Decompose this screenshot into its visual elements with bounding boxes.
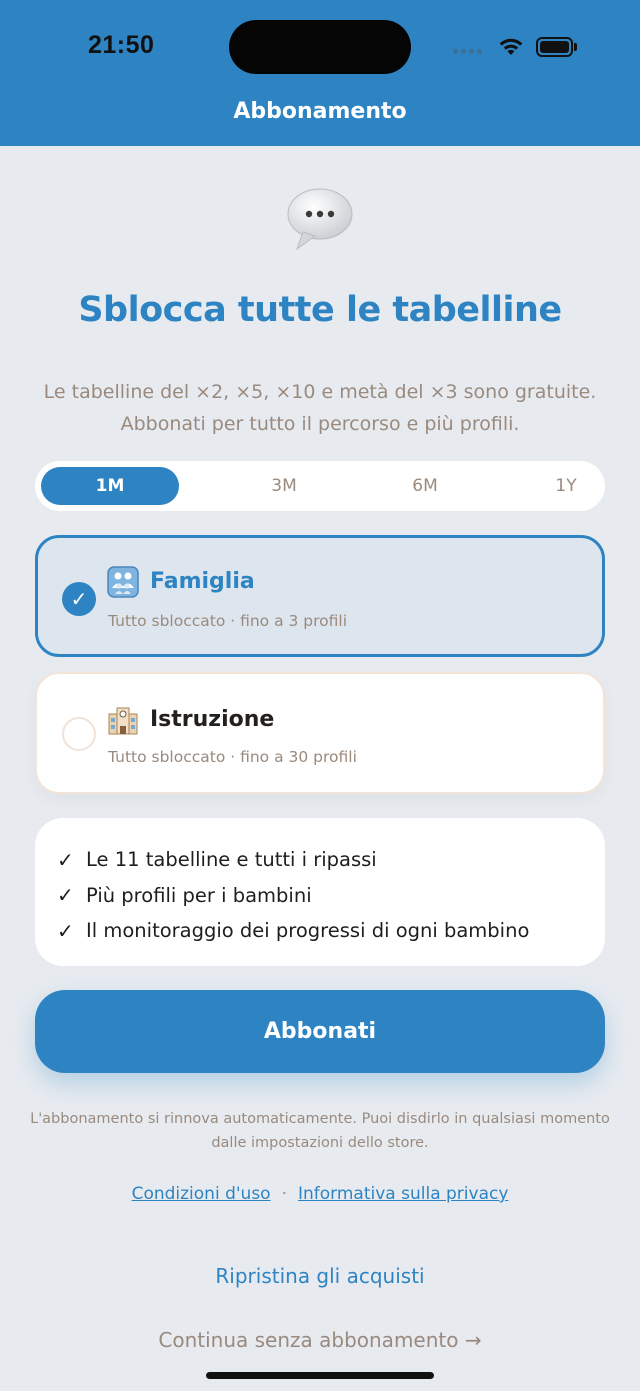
school-icon (107, 704, 139, 736)
status-time: 21:50 (88, 31, 155, 59)
header (0, 0, 640, 146)
period-option-6m[interactable]: 6M (412, 476, 438, 496)
speech-bubble-icon (285, 186, 355, 252)
dynamic-island (229, 20, 411, 74)
list-item (57, 913, 605, 949)
privacy-link[interactable]: Informativa sulla privacy (298, 1184, 509, 1204)
plan-name: Istruzione (150, 707, 275, 732)
plan-name: Famiglia (150, 569, 255, 594)
continue-without-subscription-button[interactable]: Continua senza abbonamento → (158, 1328, 482, 1352)
subtitle (30, 376, 610, 440)
plan-card-famiglia[interactable] (35, 535, 605, 657)
legal-links (0, 1184, 640, 1204)
feature-text: Più profili per i bambini (86, 883, 312, 907)
feature-text: Il monitoraggio dei progressi di ogni bambino (86, 919, 530, 943)
check-icon: ✓ (70, 587, 88, 611)
family-icon (107, 566, 139, 598)
checkmark-icon: ✓ (57, 918, 74, 943)
plan-card-istruzione[interactable] (35, 672, 605, 794)
subtitle-line-2: Abbonati per tutto il percorso e più profili. (120, 413, 520, 435)
feature-text: Le 11 tabelline e tutti i ripassi (86, 848, 377, 872)
period-selector (35, 461, 605, 511)
legal-line-1: L'abbonamento si rinnova automaticamente. Puoi disdirlo in qualsiasi momento (30, 1111, 610, 1127)
nav-title: Abbonamento (233, 99, 407, 124)
plan-radio-selected[interactable] (62, 582, 96, 616)
page-title: Sblocca tutte le tabelline (78, 290, 562, 330)
period-option-1y[interactable]: 1Y (555, 476, 577, 496)
legal-notice (30, 1107, 610, 1155)
list-item (57, 878, 605, 914)
battery-icon (536, 37, 576, 57)
home-indicator (206, 1372, 434, 1379)
list-item (57, 842, 605, 878)
plan-description: Tutto sbloccato · fino a 3 profili (108, 612, 348, 630)
checkmark-icon: ✓ (57, 847, 74, 872)
restore-purchases-button[interactable]: Ripristina gli acquisti (215, 1264, 425, 1288)
period-option-1m[interactable]: 1M (41, 467, 179, 505)
period-option-3m[interactable]: 3M (271, 476, 297, 496)
subtitle-line-1: Le tabelline del ×2, ×5, ×10 e metà del ×3 sono gratuite. (43, 381, 597, 403)
link-separator: · (281, 1184, 287, 1204)
features-list (35, 818, 605, 966)
wifi-icon (497, 35, 525, 57)
terms-link[interactable]: Condizioni d'uso (131, 1184, 271, 1204)
plan-radio-unselected[interactable] (62, 717, 96, 751)
subscribe-button[interactable]: Abbonati (35, 990, 605, 1073)
checkmark-icon: ✓ (57, 883, 74, 908)
plan-description: Tutto sbloccato · fino a 30 profili (108, 748, 357, 766)
cellular-signal-icon (453, 49, 487, 57)
legal-line-2: dalle impostazioni dello store. (211, 1135, 429, 1151)
